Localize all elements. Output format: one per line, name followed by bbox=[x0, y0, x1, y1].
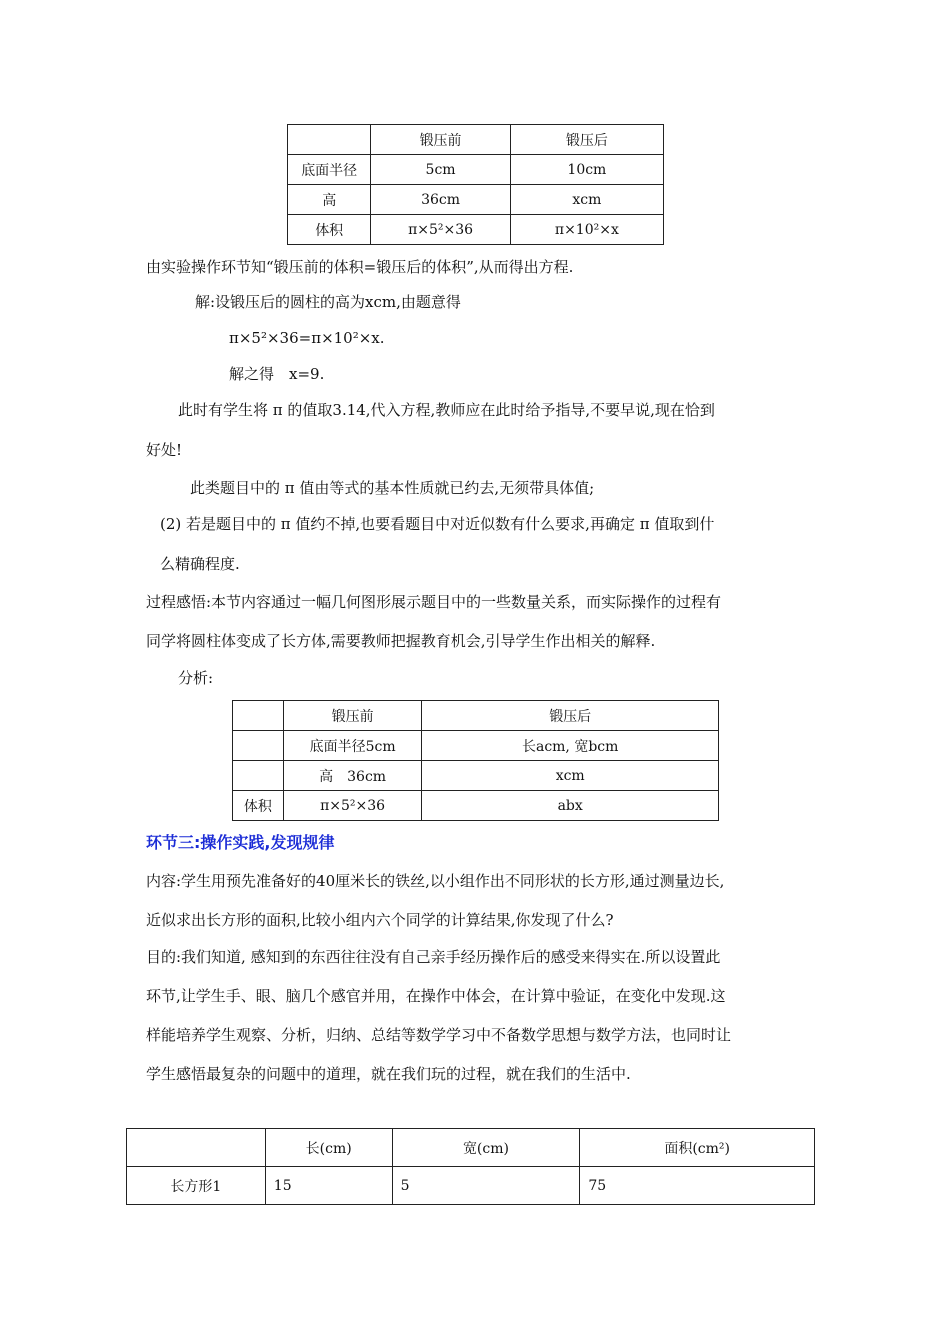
table-row bbox=[127, 1167, 815, 1205]
table-cell bbox=[288, 125, 371, 155]
table-cell bbox=[233, 701, 284, 731]
table-cell: 体积 bbox=[233, 791, 284, 821]
paragraph-purpose-cont: 样能培养学生观察、分析，归纳、总结等数学学习中不备数学思想与数学方法，也同时让 bbox=[146, 1026, 732, 1044]
table-cell: 长acm, 宽bcm bbox=[422, 731, 719, 761]
paragraph-pi-note: 此时有学生将 π 的值取3.14,代入方程,教师应在此时给予指导,不要早说,现在恰到 bbox=[178, 401, 715, 419]
table-row bbox=[288, 155, 664, 185]
table-cell: π×5²×36 bbox=[371, 215, 510, 245]
table-header-width: 宽(cm) bbox=[392, 1129, 580, 1167]
equation: π×5²×36=π×10²×x. bbox=[229, 329, 385, 347]
paragraph-content-cont: 近似求出长方形的面积,比较小组内六个同学的计算结果,你发现了什么? bbox=[146, 911, 614, 929]
table-cell bbox=[233, 761, 284, 791]
paragraph-pi-cancel: 此类题目中的 π 值由等式的基本性质就已约去,无须带具体值; bbox=[190, 479, 595, 497]
paragraph-pi-approx-cont: 么精确程度. bbox=[160, 555, 240, 573]
table-cell: 高 36cm bbox=[283, 761, 422, 791]
table-row bbox=[233, 791, 719, 821]
solution-result: 解之得 x=9. bbox=[229, 365, 325, 383]
table-cell: 长方形1 bbox=[127, 1167, 266, 1205]
table-cell: xcm bbox=[510, 185, 663, 215]
paragraph-solution-setup: 解:设锻压后的圆柱的高为xcm,由题意得 bbox=[195, 293, 461, 311]
table-cell: abx bbox=[422, 791, 719, 821]
table-rectangles bbox=[126, 1128, 815, 1205]
table-cell: 75 bbox=[580, 1167, 815, 1205]
paragraph-volume-equal: 由实验操作环节知“锻压前的体积=锻压后的体积”,从而得出方程. bbox=[146, 258, 574, 276]
paragraph-content: 内容:学生用预先准备好的40厘米长的铁丝,以小组作出不同形状的长方形,通过测量边长, bbox=[146, 872, 725, 890]
table-header-after: 锻压后 bbox=[422, 701, 719, 731]
table-row bbox=[288, 185, 664, 215]
table-cell: 5 bbox=[392, 1167, 580, 1205]
table-row bbox=[233, 731, 719, 761]
paragraph-pi-note-cont: 好处! bbox=[146, 441, 183, 459]
table-header-before: 锻压前 bbox=[283, 701, 422, 731]
table-cell bbox=[233, 731, 284, 761]
analysis-label: 分析: bbox=[178, 669, 214, 687]
table-header-after: 锻压后 bbox=[510, 125, 663, 155]
table-cell bbox=[127, 1129, 266, 1167]
table-row bbox=[288, 215, 664, 245]
table-cell: 36cm bbox=[371, 185, 510, 215]
table-cell: π×5²×36 bbox=[283, 791, 422, 821]
paragraph-purpose: 目的:我们知道, 感知到的东西往往没有自己亲手经历操作后的感受来得实在.所以设置此 bbox=[146, 948, 721, 966]
table-cell: 高 bbox=[288, 185, 371, 215]
paragraph-reflection-cont: 同学将圆柱体变成了长方体,需要教师把握教育机会,引导学生作出相关的解释. bbox=[146, 632, 656, 650]
table-header-before: 锻压前 bbox=[371, 125, 510, 155]
table-row bbox=[233, 761, 719, 791]
table-cell: 体积 bbox=[288, 215, 371, 245]
table-cell: π×10²×x bbox=[510, 215, 663, 245]
table-forging-cuboid bbox=[232, 700, 719, 821]
table-cell: 5cm bbox=[371, 155, 510, 185]
table-cell: 底面半径5cm bbox=[283, 731, 422, 761]
table-cell: xcm bbox=[422, 761, 719, 791]
table-header-length: 长(cm) bbox=[265, 1129, 392, 1167]
table-header-area: 面积(cm²) bbox=[580, 1129, 815, 1167]
table-cell: 10cm bbox=[510, 155, 663, 185]
paragraph-purpose-cont: 学生感悟最复杂的问题中的道理，就在我们玩的过程，就在我们的生活中. bbox=[146, 1065, 631, 1083]
paragraph-pi-approx: (2) 若是题目中的 π 值约不掉,也要看题目中对近似数有什么要求,再确定 π 值取到什 bbox=[160, 515, 715, 533]
section-heading: 环节三:操作实践,发现规律 bbox=[146, 833, 335, 852]
table-forging-cylinder bbox=[287, 124, 664, 245]
paragraph-purpose-cont: 环节,让学生手、眼、脑几个感官并用，在操作中体会，在计算中验证，在变化中发现.这 bbox=[146, 987, 726, 1005]
table-cell: 15 bbox=[265, 1167, 392, 1205]
paragraph-reflection: 过程感悟:本节内容通过一幅几何图形展示题目中的一些数量关系，而实际操作的过程有 bbox=[146, 593, 722, 611]
table-cell: 底面半径 bbox=[288, 155, 371, 185]
